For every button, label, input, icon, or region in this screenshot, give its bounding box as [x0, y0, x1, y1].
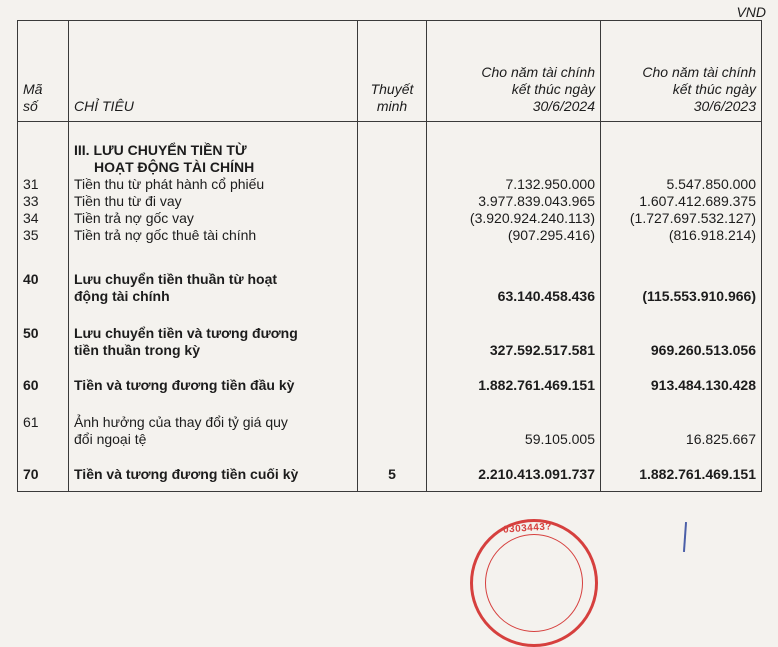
signature-pen-mark — [683, 522, 687, 552]
currency-unit: VND — [736, 4, 766, 20]
table-header-row — [18, 21, 762, 122]
header-note: Thuyết minh — [358, 21, 427, 122]
header-code: Mã số — [18, 21, 69, 122]
section-title: III. LƯU CHUYỂN TIỀN TỪ HOẠT ĐỘNG TÀI CHÍNH — [69, 122, 358, 177]
company-seal-stamp — [470, 519, 598, 647]
table-row: 35 Tiền trả nợ gốc thuê tài chính (907.295.416) (816.918.214) — [18, 227, 762, 244]
table-row: 34 Tiền trả nợ gốc vay (3.920.924.240.113) (1.727.697.532.127) — [18, 210, 762, 227]
table-row: 60 Tiền và tương đương tiền đầu kỳ 1.882.761.469.151 913.484.130.428 — [18, 359, 762, 394]
table-row: 31 Tiền thu từ phát hành cổ phiếu 7.132.950.000 5.547.850.000 — [18, 176, 762, 193]
table-row: 40 Lưu chuyển tiền thuần từ hoạt động tài chính 63.140.458.436 (115.553.910.966) — [18, 244, 762, 305]
stamp-inner-ring — [485, 534, 583, 632]
stamp-text: 0303443? — [502, 521, 553, 536]
header-year-2024: Cho năm tài chính kết thúc ngày 30/6/2024 — [427, 21, 601, 122]
table-row: 50 Lưu chuyển tiền và tương đương tiền thuần trong kỳ 327.592.517.581 969.260.513.056 — [18, 305, 762, 359]
header-year-2023: Cho năm tài chính kết thúc ngày 30/6/2023 — [601, 21, 762, 122]
table-row: 33 Tiền thu từ đi vay 3.977.839.043.965 1.607.412.689.375 — [18, 193, 762, 210]
section-row — [18, 122, 762, 177]
cash-flow-table — [17, 20, 762, 492]
table-row: 70 Tiền và tương đương tiền cuối kỳ 5 2.210.413.091.737 1.882.761.469.151 — [18, 448, 762, 492]
table-row: 61 Ảnh hưởng của thay đổi tỷ giá quy đổi ngoại tệ 59.105.005 16.825.667 — [18, 394, 762, 448]
header-item: CHỈ TIÊU — [69, 21, 358, 122]
